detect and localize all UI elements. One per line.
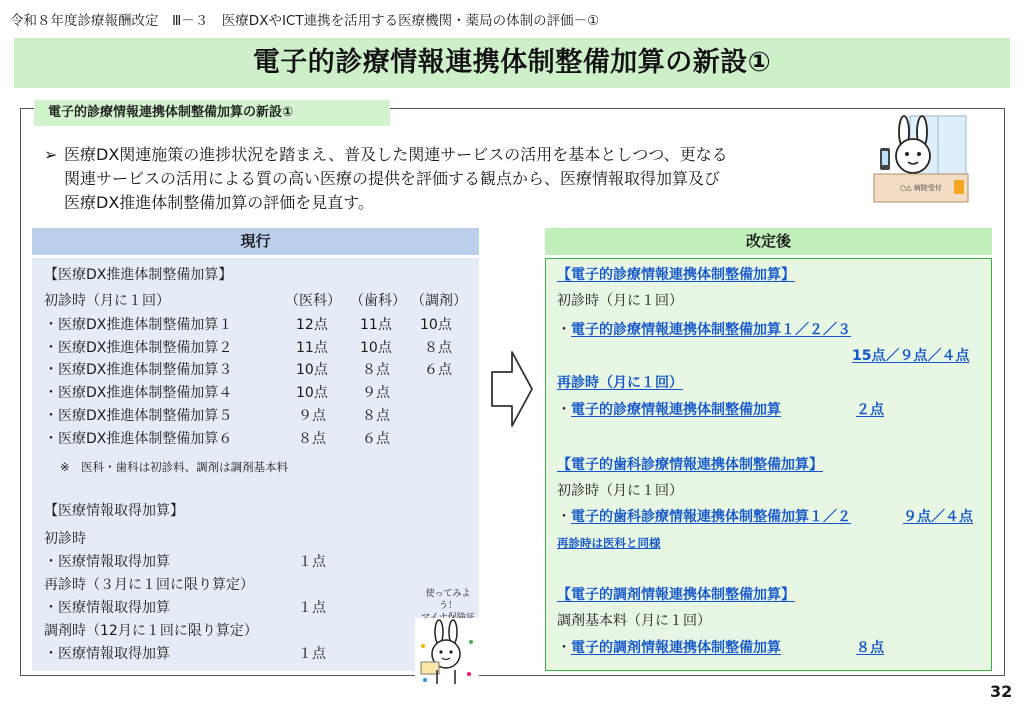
mascot-with-card-illustration <box>415 618 479 688</box>
current-header: 現行 <box>32 228 479 255</box>
first-visit-label: 初診時（月に１回） <box>44 293 170 309</box>
revised-points: 15点／９点／４点 <box>852 348 970 364</box>
col-dental: （歯科） <box>350 293 406 309</box>
right-arrow-icon <box>490 350 534 428</box>
dx-row-dental: ８点 <box>362 362 390 378</box>
revised-first-visit: 初診時（月に１回） <box>557 293 683 309</box>
header-subtitle: 令和８年度診療報酬改定 Ⅲ－３ 医療DXやICT連携を活用する医療機関・薬局の体制の評価－① <box>10 13 600 29</box>
dx-row-name: ・医療DX推進体制整備加算５ <box>44 408 233 424</box>
revised-header: 改定後 <box>545 228 992 255</box>
info-section-title: 【医療情報取得加算】 <box>44 503 184 519</box>
intro-paragraph <box>44 143 844 215</box>
dx-section-title: 【医療DX推進体制整備加算】 <box>44 267 233 283</box>
intro-line: 医療DX関連施策の進捗状況を踏まえ、普及した関連サービスの活用を基本としつつ、更なる <box>64 145 728 164</box>
page-number: 32 <box>990 682 1013 701</box>
col-medical: （医科） <box>285 293 341 309</box>
revised-pharmacy-base: 調剤基本料（月に１回） <box>557 613 711 629</box>
revised-points: ２点 <box>856 402 884 418</box>
revised-item: ・電子的診療情報連携体制整備加算１／２／３ <box>557 322 851 338</box>
revised-dental-title: 【電子的歯科診療情報連携体制整備加算】 <box>557 457 823 473</box>
info-first-visit: 初診時 <box>44 531 86 547</box>
dx-row-dental: ８点 <box>362 408 390 424</box>
info-points: １点 <box>298 554 326 570</box>
reception-label: ○△ 病院受付 <box>900 184 942 192</box>
title-banner <box>14 38 1010 88</box>
dx-row-medical: ９点 <box>298 408 326 424</box>
dx-row-dental: 10点 <box>360 340 392 356</box>
revised-pharmacy-item: ・電子的調剤情報連携体制整備加算 <box>557 640 781 656</box>
revised-dental-points: ９点／４点 <box>903 509 973 525</box>
revised-dental-note: 再診時は医科と同様 <box>557 536 661 550</box>
dx-row-medical: ８点 <box>298 431 326 447</box>
dx-row-dental: 11点 <box>360 317 392 333</box>
revised-revisit: 再診時（月に１回） <box>557 375 683 391</box>
revised-dental-first: 初診時（月に１回） <box>557 483 683 499</box>
dx-row-pharmacy: 10点 <box>420 317 452 333</box>
dx-row-pharmacy: ６点 <box>424 362 452 378</box>
dx-row-name: ・医療DX推進体制整備加算２ <box>44 340 233 356</box>
info-points: １点 <box>298 600 326 616</box>
arrow-bullet-icon: ➢ <box>44 145 58 164</box>
dx-row-dental: ９点 <box>362 385 390 401</box>
info-item: ・医療情報取得加算 <box>44 646 170 662</box>
mynumber-card-caption: 使ってみよう！ <box>425 589 471 611</box>
page-title: 電子的診療情報連携体制整備加算の新設① <box>252 47 772 78</box>
col-pharmacy: （調剤） <box>411 293 467 309</box>
info-item: ・医療情報取得加算 <box>44 554 170 570</box>
revised-dx-title: 【電子的診療情報連携体制整備加算】 <box>557 267 795 283</box>
dx-row-name: ・医療DX推進体制整備加算４ <box>44 385 233 401</box>
dx-row-medical: 10点 <box>296 362 328 378</box>
dx-row-medical: 11点 <box>296 340 328 356</box>
dx-row-name: ・医療DX推進体制整備加算６ <box>44 431 233 447</box>
dx-row-medical: 12点 <box>296 317 328 333</box>
dx-row-name: ・医療DX推進体制整備加算１ <box>44 317 233 333</box>
dx-row-pharmacy: ８点 <box>424 340 452 356</box>
revised-pharmacy-title: 【電子的調剤情報連携体制整備加算】 <box>557 587 795 603</box>
info-revisit: 再診時（３月に１回に限り算定） <box>44 577 254 593</box>
dx-row-name: ・医療DX推進体制整備加算３ <box>44 362 233 378</box>
hospital-reception-illustration <box>870 112 970 206</box>
fee-note: ※ 医科・歯科は初診料、調剤は調剤基本料 <box>60 460 289 474</box>
revised-dental-item: ・電子的歯科診療情報連携体制整備加算１／２ <box>557 509 851 525</box>
intro-line: 医療DX推進体制整備加算の評価を見直す。 <box>64 193 375 212</box>
revised-item: ・電子的診療情報連携体制整備加算 <box>557 402 781 418</box>
info-points: １点 <box>298 646 326 662</box>
revised-pharmacy-points: ８点 <box>856 640 884 656</box>
section-tab: 電子的診療情報連携体制整備加算の新設① <box>34 100 390 126</box>
info-item: ・医療情報取得加算 <box>44 600 170 616</box>
dx-row-dental: ６点 <box>362 431 390 447</box>
dx-row-medical: 10点 <box>296 385 328 401</box>
intro-line: 関連サービスの活用による質の高い医療の提供を評価する観点から、医療情報取得加算及び <box>64 169 721 188</box>
info-dispensing: 調剤時（12月に１回に限り算定） <box>44 623 258 639</box>
